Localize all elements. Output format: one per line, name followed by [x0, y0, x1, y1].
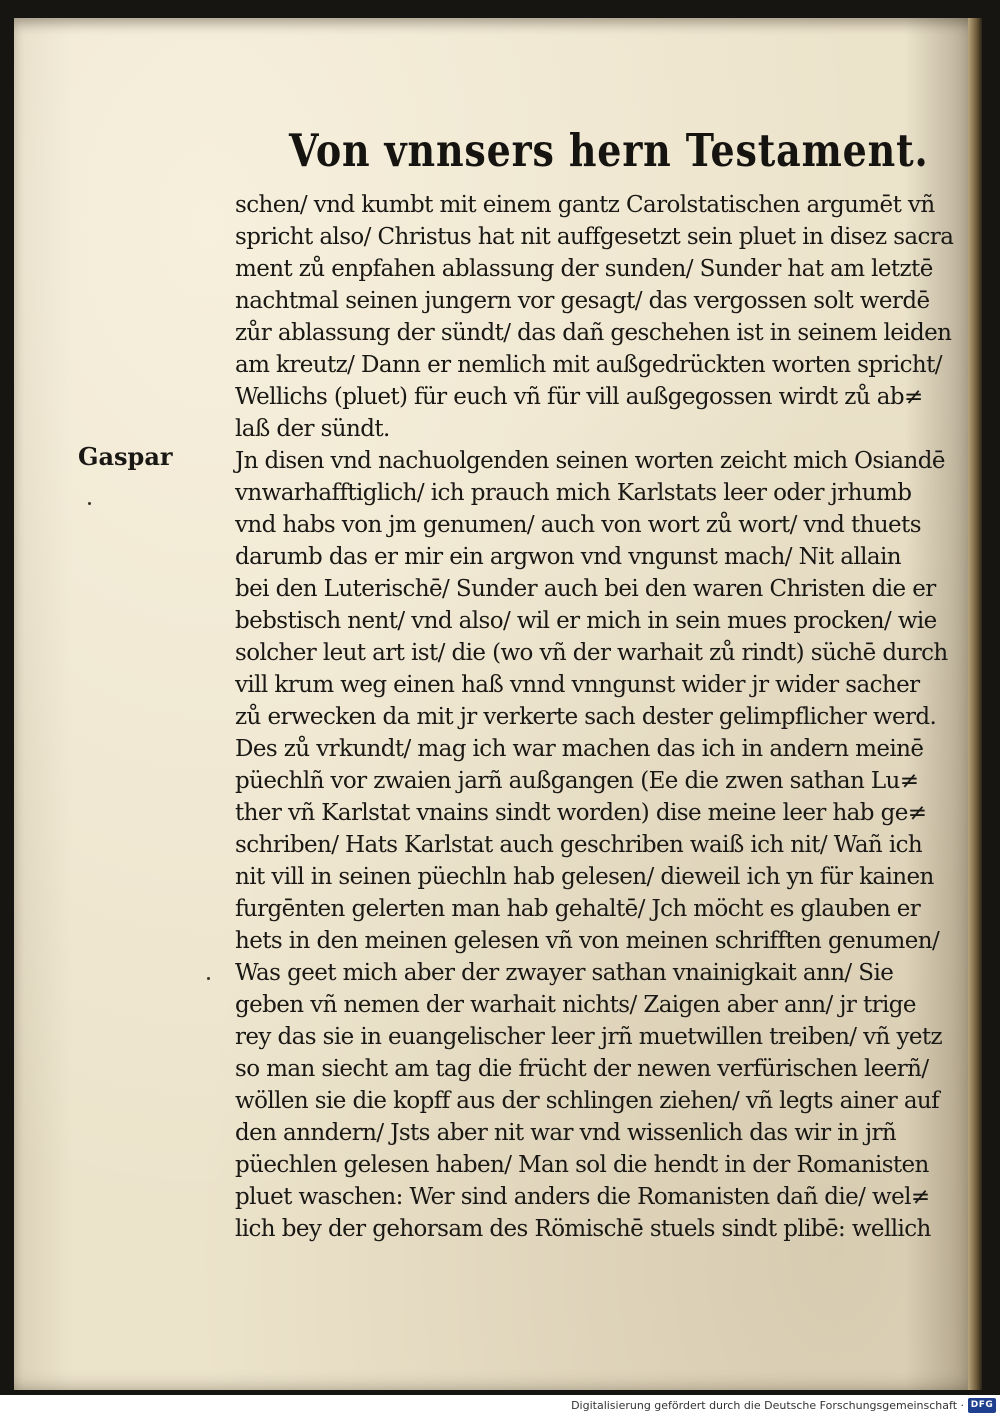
- text-line: zůr ablassung der sündt/ das dañ geschehen ist in seinem leiden: [235, 320, 952, 346]
- dfg-logo: DFG: [968, 1398, 996, 1413]
- text-line: laß der sündt.: [235, 416, 390, 442]
- text-line: schen/ vnd kumbt mit einem gantz Carolstatischen argumēt vñ: [235, 192, 935, 218]
- ink-speck: [207, 977, 210, 980]
- text-line: lich bey der gehorsam des Römischē stuels sindt plibē: wellich: [235, 1216, 931, 1242]
- text-line: zů erwecken da mit jr verkerte sach dester gelimpflicher werd.: [235, 704, 937, 730]
- text-line: püechlñ vor zwaien jarñ außgangen (Ee die zwen sathan Lu≠: [235, 768, 919, 794]
- text-line: püechlen gelesen haben/ Man sol die hendt in der Romanisten: [235, 1152, 929, 1178]
- text-line: geben vñ nemen der warhait nichts/ Zaigen aber ann/ jr trige: [235, 992, 916, 1018]
- text-line: hets in den meinen gelesen vñ von meinen schrifften genumen/: [235, 928, 940, 954]
- text-line: ther vñ Karlstat vnains sindt worden) dise meine leer hab ge≠: [235, 800, 927, 826]
- text-line: spricht also/ Christus hat nit auffgesetzt sein pluet in disez sacra: [235, 224, 954, 250]
- text-line: solcher leut art ist/ die (wo vñ der warhait zů rindt) süchē durch: [235, 640, 948, 666]
- book-page: [14, 18, 982, 1390]
- text-line: schriben/ Hats Karlstat auch geschriben waiß ich nit/ Wañ ich: [235, 832, 923, 858]
- text-line: nachtmal seinen jungern vor gesagt/ das vergossen solt werdē: [235, 288, 930, 314]
- text-line: rey das sie in euangelischer leer jrñ muetwillen treiben/ vñ yetz: [235, 1024, 943, 1050]
- marginal-note: Gaspar: [78, 442, 173, 471]
- text-line: vill krum weg einen haß vnnd vnngunst wider jr wider sacher: [235, 672, 920, 698]
- text-line: nit vill in seinen püechln hab gelesen/ dieweil ich yn für kainen: [235, 864, 934, 890]
- text-line: vnwarhafftiglich/ ich prauch mich Karlstats leer oder jrhumb: [235, 480, 912, 506]
- digitization-footer: [0, 1395, 1000, 1417]
- running-title: Von vnnsers hern Testament.: [289, 124, 929, 177]
- ink-speck: [88, 502, 91, 505]
- text-line: wöllen sie die kopff aus der schlingen ziehen/ vñ legts ainer auf: [235, 1088, 940, 1114]
- text-line: pluet waschen: Wer sind anders die Romanisten dañ die/ wel≠: [235, 1184, 930, 1210]
- text-line: am kreutz/ Dann er nemlich mit außgedrückten worten spricht/: [235, 352, 942, 378]
- text-line: Des zů vrkundt/ mag ich war machen das ich in andern meinē: [235, 736, 924, 762]
- text-line: furgēnten gelerten man hab gehaltē/ Jch möcht es glauben er: [235, 896, 921, 922]
- text-line: Wellichs (pluet) für euch vñ für vill außgegossen wirdt zů ab≠: [235, 384, 923, 410]
- text-line: den anndern/ Jsts aber nit war vnd wissenlich das wir in jrñ: [235, 1120, 897, 1146]
- text-line: Was geet mich aber der zwayer sathan vnainigkait ann/ Sie: [235, 960, 894, 986]
- text-line: so man siecht am tag die frücht der newen verfürischen leerñ/: [235, 1056, 929, 1082]
- text-line: vnd habs von jm genumen/ auch von wort zů wort/ vnd thuets: [235, 512, 921, 538]
- text-line: Jn disen vnd nachuolgenden seinen worten zeicht mich Osiandē: [235, 448, 945, 474]
- text-line: ment zů enpfahen ablassung der sunden/ Sunder hat am letztē: [235, 256, 933, 282]
- funding-credit: Digitalisierung gefördert durch die Deutsche Forschungsgemeinschaft ·: [571, 1399, 964, 1412]
- text-line: bei den Luterischē/ Sunder auch bei den waren Christen die er: [235, 576, 936, 602]
- text-line: darumb das er mir ein argwon vnd vngunst mach/ Nit allain: [235, 544, 901, 570]
- text-line: bebstisch nent/ vnd also/ wil er mich in sein mues procken/ wie: [235, 608, 937, 634]
